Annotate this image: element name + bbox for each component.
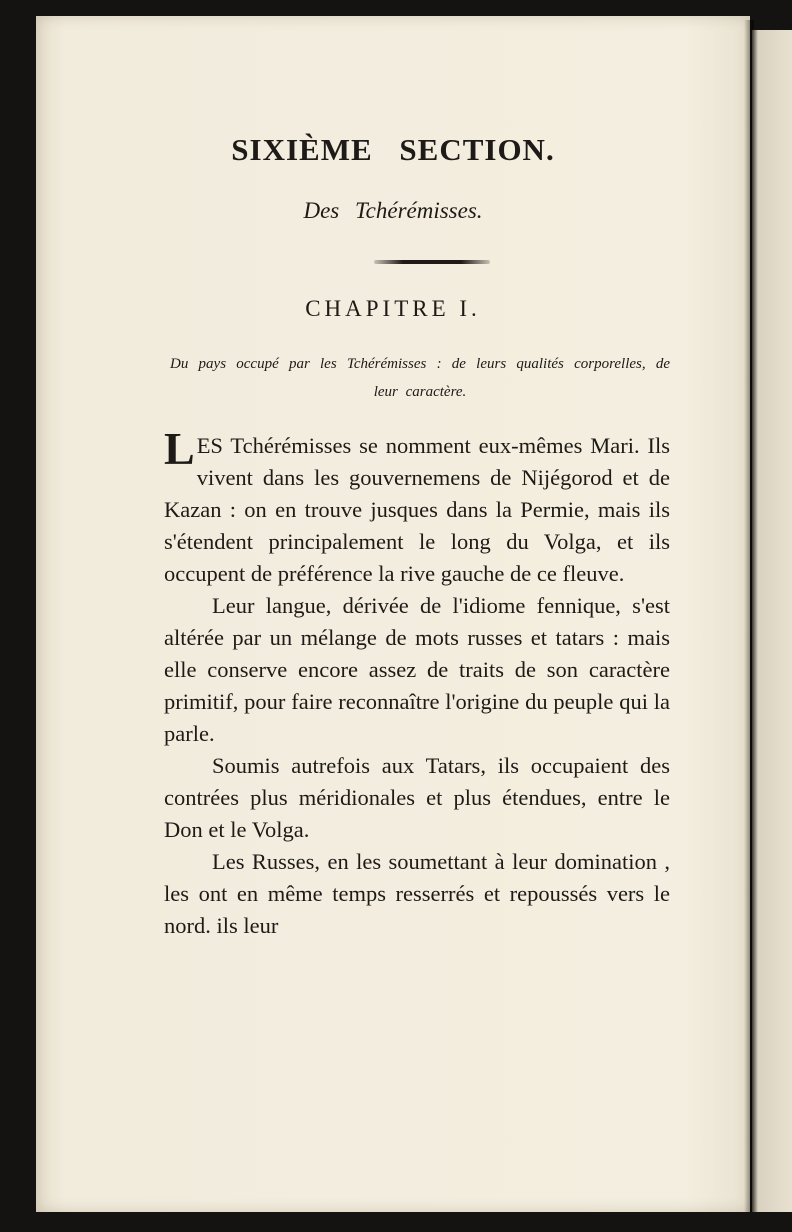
next-page-edge: [752, 30, 792, 1212]
paragraph-3: Soumis autrefois aux Tatars, ils occupaient des contrées plus méridionales et plus étendues, entre le Don et le Volga.: [164, 753, 670, 842]
paragraph-2: Leur langue, dérivée de l'idiome fennique, s'est altérée par un mélange de mots russes et tatars : mais elle conserve encore assez de traits de son caractère primitif, pour faire reconnaître l'origine du peuple qui la parle.: [164, 593, 670, 746]
ornamental-rule: [374, 260, 490, 264]
paragraph-1-smallcaps: ES: [196, 433, 223, 458]
body-text: [164, 423, 670, 942]
paragraph-1-text: Tchérémisses se nomment eux-mêmes Mari. Ils vivent dans les gouvernemens de Nijégorod et de Kazan : on en trouve jusques dans la Permie, mais ils s'étendent principalement le long du Volga, et ils occupent de préférence la rive gauche de ce fleuve.: [164, 433, 670, 586]
section-title: SIXIÈME SECTION.: [231, 132, 555, 167]
paragraph-4: Les Russes, en les soumettant à leur domination , les ont en même temps resserrés et repoussés vers le nord. ils leur: [164, 849, 670, 938]
chapter-summary: Du pays occupé par les Tchérémisses : de leurs qualités corporelles, de leur caractère.: [170, 356, 670, 400]
section-subtitle: Des Tchérémisses.: [303, 198, 483, 223]
drop-cap: L: [164, 423, 195, 474]
chapter-title: CHAPITRE I.: [305, 296, 481, 321]
paragraph-1: [164, 423, 670, 590]
